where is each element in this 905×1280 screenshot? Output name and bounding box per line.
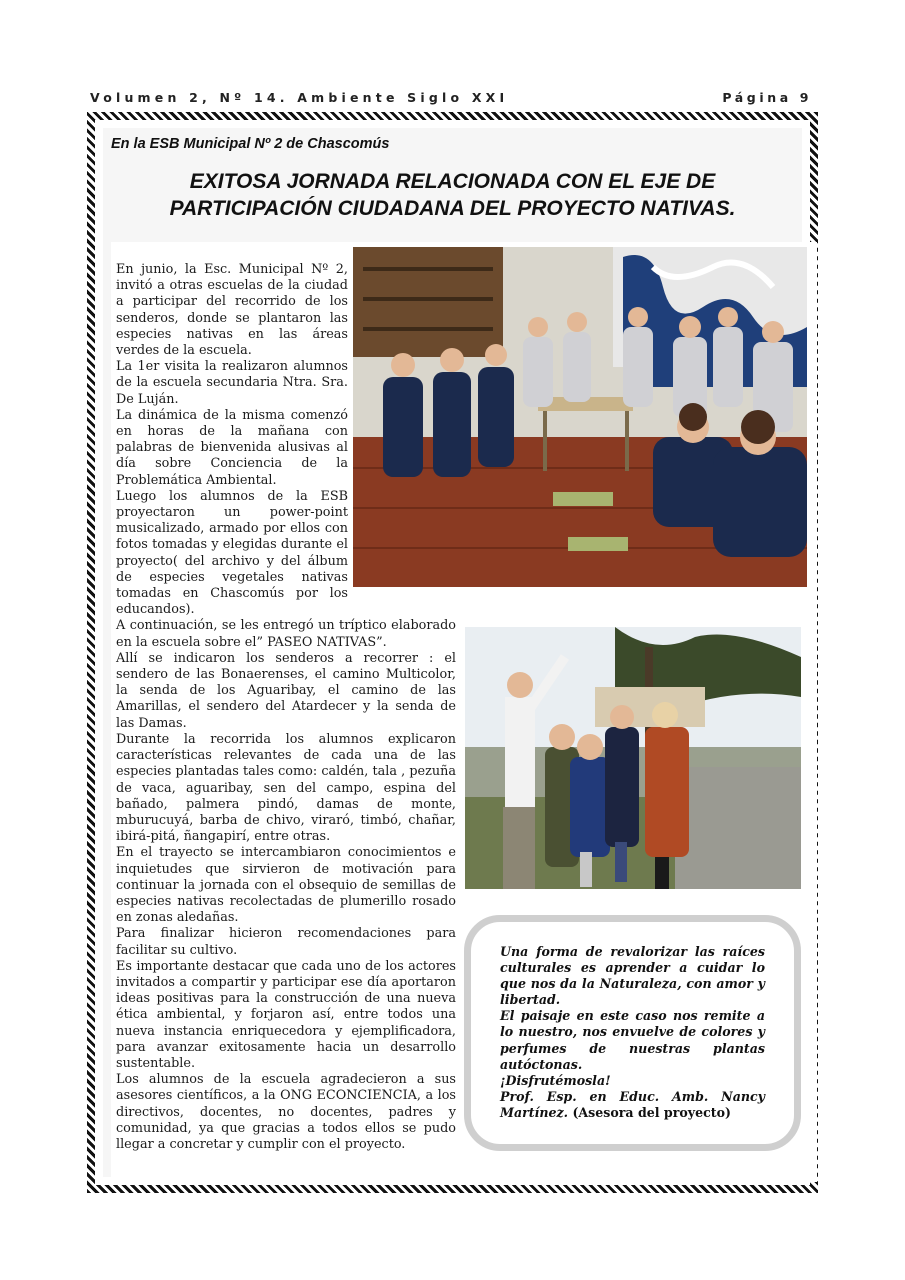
article-paragraph: En el trayecto se intercambiaron conocimientos e inquietudes que sirvieron de motivación para continuar la jornada con el obsequio de semillas de especies nativas recolectadas de plumerillo rosado en zonas aledañas.: [116, 845, 456, 926]
article-paragraph: En junio, la Esc. Municipal Nº 2, invitó a otras escuelas de la ciudad a participar del recorrido de los senderos, donde se plantaron las especies nativas en las áreas verdes de la escuela.: [116, 262, 348, 359]
classroom-photo: [353, 247, 807, 587]
running-header: [90, 90, 812, 108]
article-paragraph: Es importante destacar que cada uno de los actores invitados a compartir y participar ese día aportaron ideas positivas para la construcción de una nueva ética ambiental, y forjaron así, entre todos una nueva instancia enriquecedora y ejemplificadora, para avanzar exitosamente hacia un desarrollo sustentable.: [116, 958, 456, 1071]
outdoor-tour-photo-illustration: [465, 627, 801, 889]
article-content: [111, 242, 817, 1182]
article-frame: [87, 112, 818, 1193]
article-paragraph: La 1er visita la realizaron alumnos de la escuela secundaria Ntra. Sra. De Luján.: [116, 359, 348, 407]
quote-line: Una forma de revalorizar las raíces culturales es aprender a cuidar lo que nos da la Naturaleza, con amor y libertad.: [500, 944, 765, 1008]
article-title-line-1: EXITOSA JORNADA RELACIONADA CON EL EJE DE: [189, 170, 716, 193]
article-paragraph: La dinámica de la misma comenzó en horas de la mañana con palabras de bienvenida alusivas al día sobre Conciencia de la Problemática Ambiental.: [116, 407, 348, 488]
quote-signature: [500, 1089, 765, 1121]
article-paragraph: Los alumnos de la escuela agradecieron a sus asesores científicos, a la ONG ECONCIENCIA, a los directivos, docentes, no docentes, padres y comunidad, ya que gracias a todos ellos se pudo llegar a concretar y cumplir con el proyecto.: [116, 1072, 456, 1152]
article-paragraph: Luego los alumnos de la ESB proyectaron un power-point musicalizado, armado por ellos con fotos tomadas y elegidas durante el proyecto( del archivo y del álbum de especies vegetales nativas tomadas en Chascomús por los educandos).: [116, 488, 348, 618]
article-paragraph: Para finalizar hicieron recomendaciones para facilitar su cultivo.: [116, 926, 456, 958]
article-kicker: En la ESB Municipal Nº 2 de Chascomús: [111, 136, 390, 152]
article-title-line-2: PARTICIPACIÓN CIUDADANA DEL PROYECTO NATIVAS.: [169, 197, 736, 220]
article-panel: [103, 128, 802, 1177]
quote-line: ¡Disfrutémosla!: [500, 1072, 611, 1088]
page-number-label: Página 9: [722, 90, 812, 105]
article-paragraph: A continuación, se les entregó un tríptico elaborado en la escuela sobre el” PASEO NATIVAS”.: [116, 618, 456, 650]
journal-volume-label: Volumen 2, Nº 14. Ambiente Siglo XXI: [90, 90, 509, 105]
article-paragraph: Allí se indicaron los senderos a recorrer : el sendero de las Bonaerenses, el camino Multicolor, la senda de los Aguaribay, el camino de las Amarillas, el sendero del Atardecer y la senda de las Damas.: [116, 650, 456, 731]
quote-text: [500, 944, 765, 1121]
article-title: [123, 168, 782, 222]
quote-callout: [464, 915, 801, 1151]
quote-author-role: (Asesora del proyecto): [572, 1104, 731, 1120]
classroom-photo-illustration: [353, 247, 807, 587]
outdoor-tour-photo: [465, 627, 801, 889]
article-paragraph: Durante la recorrida los alumnos explicaron características relevantes de cada una de las especies plantadas tales como: caldén, tala , pezuña de vaca, aguaribay, sen del campo, espina del bañado, palmera pindó, damas de monte, mburucuyá, barba de chivo, viraró, timbó, chañar, ibirá-pitá, ñangapirí, entre otras.: [116, 731, 456, 845]
quote-line: El paisaje en este caso nos remite a lo nuestro, nos envuelve de colores y perfumes de nuestras plantas autóctonas.: [500, 1008, 765, 1072]
quote-author: Prof. Esp. en Educ. Amb. Nancy Martínez.: [500, 1088, 765, 1120]
